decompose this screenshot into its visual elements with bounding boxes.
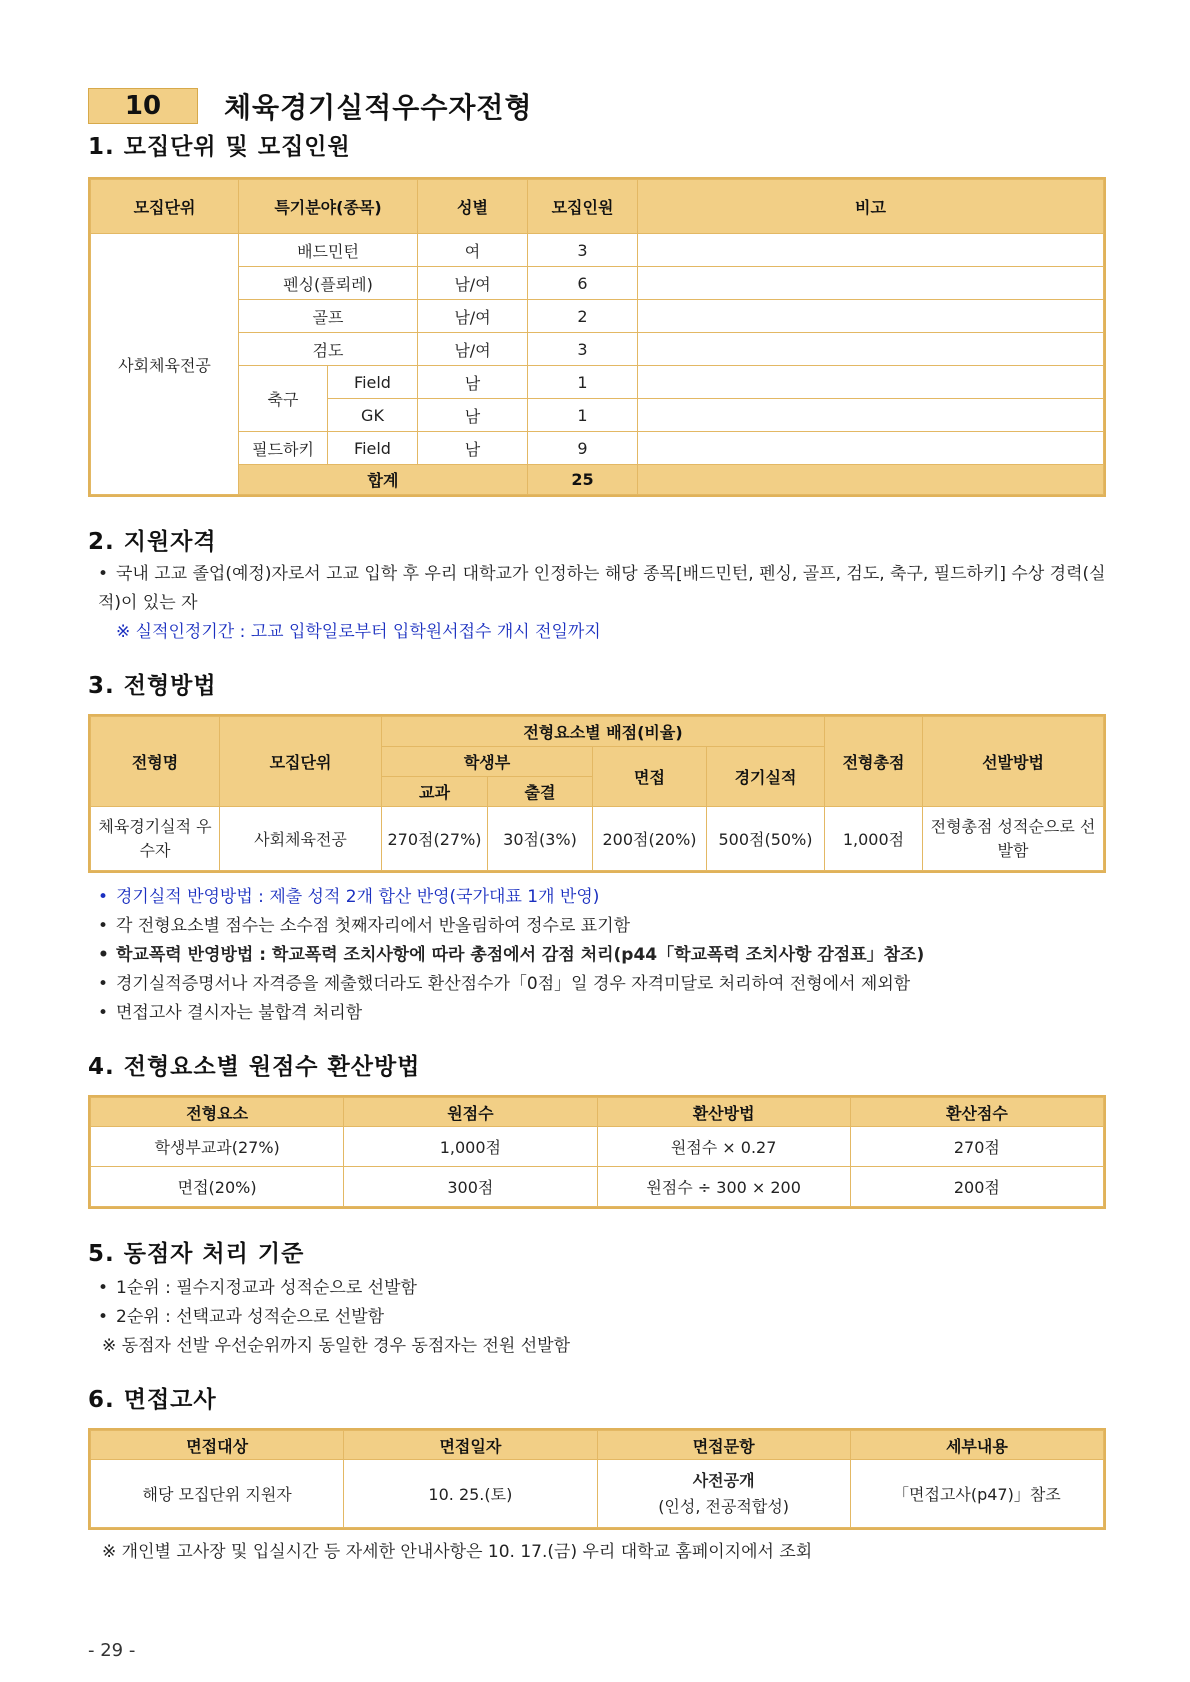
interview-date: 10. 25.(토) xyxy=(344,1460,597,1528)
count-cell: 2 xyxy=(528,300,638,333)
col-header: 모집인원 xyxy=(528,180,638,234)
method-table xyxy=(88,714,1106,873)
remark-cell xyxy=(638,366,1104,399)
sport-cell: 축구 xyxy=(239,366,328,432)
list-item: • 경기실적증명서나 자격증을 제출했더라도 환산점수가「0점」일 경우 자격미달로 처리하여 전형에서 제외함 xyxy=(98,974,911,994)
col-header: 출결 xyxy=(488,777,593,807)
total-remark xyxy=(638,465,1104,495)
remark-cell xyxy=(638,399,1104,432)
qualification-text: 국내 고교 졸업(예정)자로서 고교 입학 후 우리 대학교가 인정하는 해당 종목[배드민턴, 펜싱, 골프, 검도, 축구, 필드하키] 수상 경력(실적)이 있는 자 xyxy=(98,564,1106,613)
list-item: • 각 전형요소별 점수는 소수점 첫째자리에서 반올림하여 정수로 표기함 xyxy=(98,916,631,936)
interview-table xyxy=(88,1428,1106,1530)
col-header: 원점수 xyxy=(344,1098,597,1127)
interview-detail: 「면접고사(p47)」참조 xyxy=(850,1460,1103,1528)
remark-cell xyxy=(638,267,1104,300)
count-cell: 1 xyxy=(528,399,638,432)
count-cell: 9 xyxy=(528,432,638,465)
score-total: 1,000점 xyxy=(825,807,923,871)
section-number: 10 xyxy=(88,88,198,124)
list-item: • 학교폭력 반영방법 : 학교폭력 조치사항에 따라 총점에서 감점 처리(p44「학교폭력 조치사항 감점표」참조) xyxy=(98,945,925,965)
position-cell: GK xyxy=(328,399,418,432)
gender-cell: 남 xyxy=(418,399,528,432)
sport-cell: 필드하키 xyxy=(239,432,328,465)
heading-4: 4. 전형요소별 원점수 환산방법 xyxy=(88,1054,421,1080)
sport-cell: 골프 xyxy=(239,300,418,333)
list-item: • 2순위 : 선택교과 성적순으로 선발함 xyxy=(98,1307,385,1327)
bullet-dot: • xyxy=(98,564,109,584)
qualification-bullet xyxy=(88,560,1106,618)
count-cell: 6 xyxy=(528,267,638,300)
col-header: 전형요소 xyxy=(91,1098,344,1127)
select-method: 전형총점 성적순으로 선발함 xyxy=(923,807,1104,871)
qualification-note: ※ 실적인정기간 : 고교 입학일로부터 입학원서접수 개시 전일까지 xyxy=(116,622,601,642)
list-item: • 1순위 : 필수지정교과 성적순으로 선발함 xyxy=(98,1278,417,1298)
unit-cell: 사회체육전공 xyxy=(91,234,239,495)
heading-5: 5. 동점자 처리 기준 xyxy=(88,1241,305,1267)
col-header: 경기실적 xyxy=(707,747,825,807)
heading-2: 2. 지원자격 xyxy=(88,529,217,555)
col-header: 전형명 xyxy=(91,717,220,807)
heading-3: 3. 전형방법 xyxy=(88,673,217,699)
heading-1: 1. 모집단위 및 모집인원 xyxy=(88,134,351,160)
conversion-table xyxy=(88,1095,1106,1209)
gender-cell: 남 xyxy=(418,432,528,465)
remark-cell xyxy=(638,234,1104,267)
gender-cell: 남/여 xyxy=(418,300,528,333)
col-header: 성별 xyxy=(418,180,528,234)
remark-cell xyxy=(638,432,1104,465)
interview-note: ※ 개인별 고사장 및 입실시간 등 자세한 안내사항은 10. 17.(금) 우리 대학교 홈페이지에서 조회 xyxy=(102,1542,813,1562)
sport-cell: 배드민턴 xyxy=(239,234,418,267)
recruit-table xyxy=(88,177,1106,497)
gender-cell: 남 xyxy=(418,366,528,399)
total-value: 25 xyxy=(528,465,638,495)
gender-cell: 남/여 xyxy=(418,267,528,300)
gender-cell: 남/여 xyxy=(418,333,528,366)
heading-6: 6. 면접고사 xyxy=(88,1387,217,1413)
interview-questions: 사전공개 (인성, 전공적합성) xyxy=(597,1460,850,1528)
count-cell: 3 xyxy=(528,333,638,366)
remark-cell xyxy=(638,333,1104,366)
col-header: 전형총점 xyxy=(825,717,923,807)
col-header: 특기분야(종목) xyxy=(239,180,418,234)
score-perf: 500점(50%) xyxy=(707,807,825,871)
score-interview: 200점(20%) xyxy=(593,807,707,871)
table-row: 면접(20%) 300점 원점수 ÷ 300 × 200 200점 xyxy=(91,1167,1104,1207)
score-subject: 270점(27%) xyxy=(382,807,488,871)
col-header: 환산방법 xyxy=(597,1098,850,1127)
interview-target: 해당 모집단위 지원자 xyxy=(91,1460,344,1528)
col-header: 면접일자 xyxy=(344,1431,597,1460)
method-name: 체육경기실적 우수자 xyxy=(91,807,220,871)
list-item: • 경기실적 반영방법 : 제출 성적 2개 합산 반영(국가대표 1개 반영) xyxy=(98,887,600,907)
score-attend: 30점(3%) xyxy=(488,807,593,871)
col-header: 모집단위 xyxy=(91,180,239,234)
col-header: 선발방법 xyxy=(923,717,1104,807)
col-header: 면접 xyxy=(593,747,707,807)
page-title: 체육경기실적우수자전형 xyxy=(224,91,533,124)
count-cell: 3 xyxy=(528,234,638,267)
sport-cell: 펜싱(플뢰레) xyxy=(239,267,418,300)
col-header: 교과 xyxy=(382,777,488,807)
tie-note: ※ 동점자 선발 우선순위까지 동일한 경우 동점자는 전원 선발함 xyxy=(102,1336,571,1356)
tie-rules xyxy=(88,1274,1106,1361)
method-notes xyxy=(88,883,1106,1028)
col-header: 세부내용 xyxy=(850,1431,1103,1460)
col-header: 환산점수 xyxy=(850,1098,1103,1127)
position-cell: Field xyxy=(328,432,418,465)
sport-cell: 검도 xyxy=(239,333,418,366)
total-label: 합계 xyxy=(239,465,528,495)
col-header: 면접대상 xyxy=(91,1431,344,1460)
gender-cell: 여 xyxy=(418,234,528,267)
count-cell: 1 xyxy=(528,366,638,399)
col-header: 모집단위 xyxy=(220,717,382,807)
list-item: • 면접고사 결시자는 불합격 처리함 xyxy=(98,1003,363,1023)
method-unit: 사회체육전공 xyxy=(220,807,382,871)
page xyxy=(88,88,1106,1567)
section-title xyxy=(88,88,1106,124)
col-header: 학생부 xyxy=(382,747,593,777)
col-header: 면접문항 xyxy=(597,1431,850,1460)
col-header: 전형요소별 배점(비율) xyxy=(382,717,825,747)
position-cell: Field xyxy=(328,366,418,399)
col-header: 비고 xyxy=(638,180,1104,234)
page-number: - 29 - xyxy=(88,1640,136,1661)
remark-cell xyxy=(638,300,1104,333)
table-row: 학생부교과(27%) 1,000점 원점수 × 0.27 270점 xyxy=(91,1127,1104,1167)
